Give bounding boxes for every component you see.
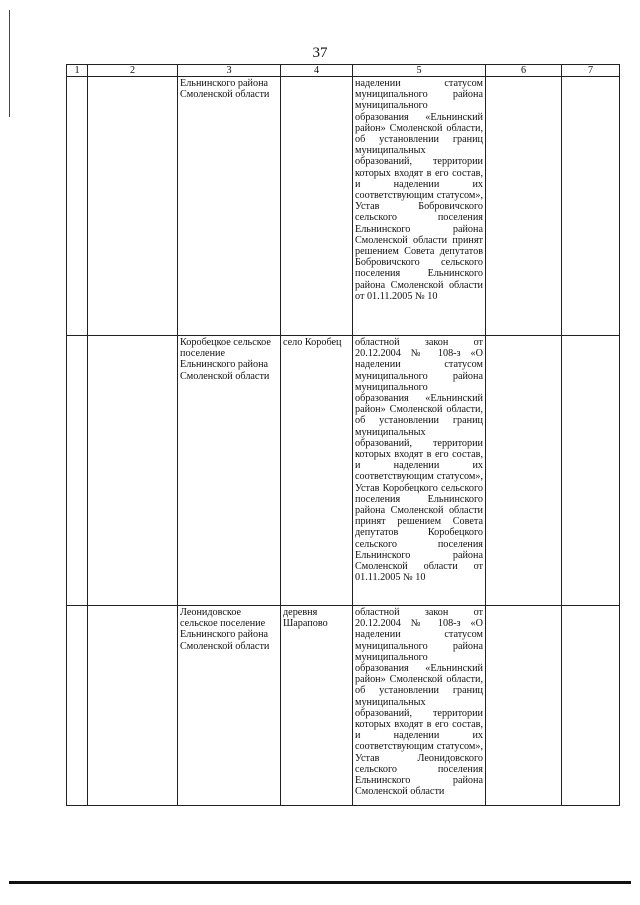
cell-administrative-center bbox=[281, 77, 353, 336]
cell-col6 bbox=[486, 336, 562, 606]
cell-municipality: Коробецкое сельское поселение Ельнинского района Смоленской области bbox=[178, 336, 281, 606]
column-header-4: 4 bbox=[281, 65, 353, 77]
table-row bbox=[67, 606, 620, 806]
bottom-rule bbox=[9, 881, 631, 884]
column-header-2: 2 bbox=[88, 65, 178, 77]
left-margin-line bbox=[9, 10, 10, 117]
cell-administrative-center: село Коробец bbox=[281, 336, 353, 606]
cell-col1 bbox=[67, 606, 88, 806]
cell-legal-basis: областной закон от 20.12.2004 № 108-з «О наделении статусом муниципального района муниципального образования «Ельнинский район» Смоленской области, об установлении границ муниципальных образований, территории которых входят в его состав, и наделении их соответствующим статусом», Устав Коробецкого сельского поселения Ельнинского района Смоленской области принят решением Совета депутатов Коробецкого сельского поселения Ельнинского района Смоленской области от 01.11.2005 № 10 bbox=[353, 336, 486, 606]
column-header-6: 6 bbox=[486, 65, 562, 77]
cell-col2 bbox=[88, 336, 178, 606]
table-header-row bbox=[67, 65, 620, 77]
cell-legal-basis: областной закон от 20.12.2004 № 108-з «О наделении статусом муниципального района муниципального образования «Ельнинский район» Смоленской области, об установлении границ муниципальных образований, территории которых входят в его состав, и наделении их соответствующим статусом», Устав Леонидовского сельского поселения Ельнинского района Смоленской области bbox=[353, 606, 486, 806]
cell-col7 bbox=[562, 336, 620, 606]
column-header-1: 1 bbox=[67, 65, 88, 77]
cell-municipality: Леонидовское сельское поселение Ельнинского района Смоленской области bbox=[178, 606, 281, 806]
column-header-5: 5 bbox=[353, 65, 486, 77]
table-row bbox=[67, 77, 620, 336]
cell-municipality: Ельнинского района Смоленской области bbox=[178, 77, 281, 336]
cell-col1 bbox=[67, 77, 88, 336]
table-row bbox=[67, 336, 620, 606]
cell-col2 bbox=[88, 77, 178, 336]
cell-col6 bbox=[486, 606, 562, 806]
cell-col7 bbox=[562, 606, 620, 806]
page-number: 37 bbox=[312, 45, 328, 61]
cell-col2 bbox=[88, 606, 178, 806]
cell-legal-basis: наделении статусом муниципального района муниципального образования «Ельнинский район» Смоленской области, об установлении границ муниципальных образований, территории которых входят в его состав, и наделении их соответствующим статусом», Устав Бобровичского сельского поселения Ельнинского района Смоленской области принят решением Совета депутатов Бобровичского сельского поселения Ельнинского района Смоленской области от 01.11.2005 № 10 bbox=[353, 77, 486, 336]
cell-col7 bbox=[562, 77, 620, 336]
register-table bbox=[66, 64, 620, 806]
cell-col6 bbox=[486, 77, 562, 336]
cell-administrative-center: деревня Шарапово bbox=[281, 606, 353, 806]
column-header-3: 3 bbox=[178, 65, 281, 77]
cell-col1 bbox=[67, 336, 88, 606]
column-header-7: 7 bbox=[562, 65, 620, 77]
